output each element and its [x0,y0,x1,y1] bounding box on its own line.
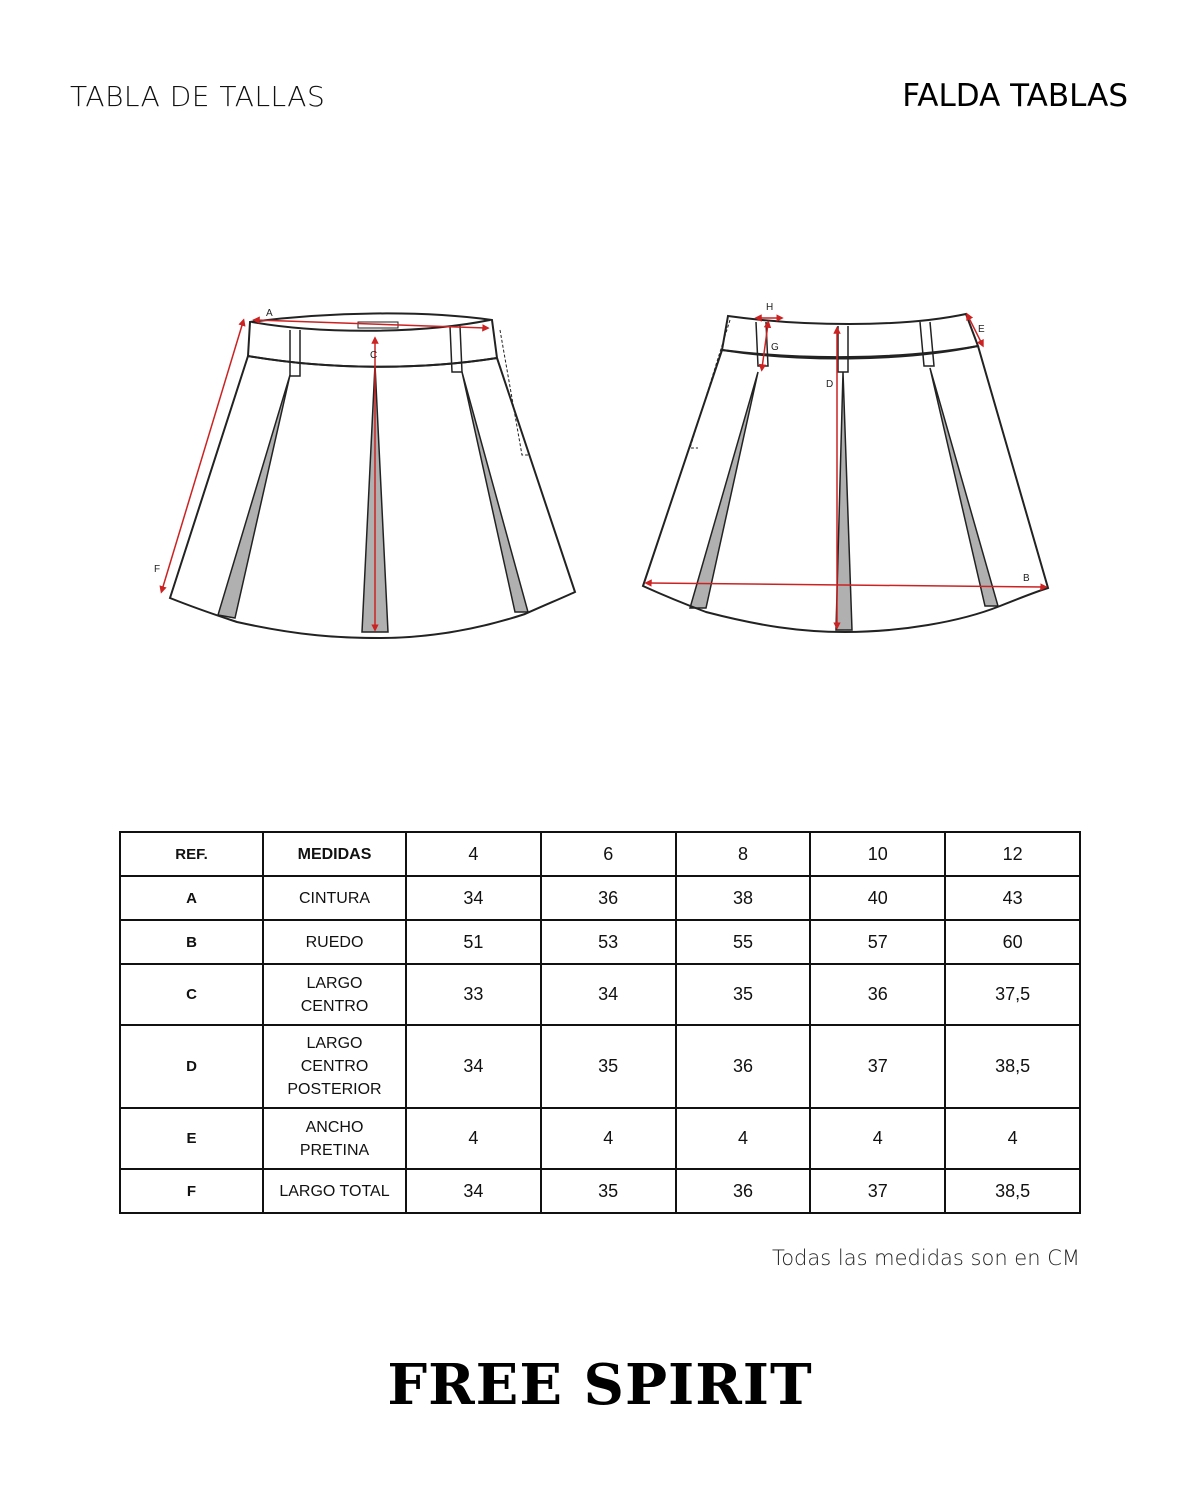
table-row [120,1108,1080,1169]
row-value: 36 [541,876,676,920]
row-measure: LARGO CENTRO [263,964,406,1025]
row-value: 36 [676,1025,811,1108]
row-value: 36 [676,1169,811,1213]
row-value: 53 [541,920,676,964]
row-value: 34 [406,1169,541,1213]
row-value: 37 [810,1169,945,1213]
row-value: 35 [541,1025,676,1108]
row-value: 43 [945,876,1080,920]
row-ref: B [120,920,263,964]
header-size: 10 [810,832,945,876]
row-value: 38,5 [945,1169,1080,1213]
row-value: 60 [945,920,1080,964]
page-title-left: TABLA DE TALLAS [70,80,326,113]
row-measure: ANCHO PRETINA [263,1108,406,1169]
row-ref: E [120,1108,263,1169]
row-value: 34 [406,1025,541,1108]
row-value: 4 [810,1108,945,1169]
table-row [120,964,1080,1025]
table-header-row [120,832,1080,876]
row-value: 37 [810,1025,945,1108]
label-e: E [978,324,985,335]
back-pleat-right [930,368,998,606]
label-d: D [826,379,834,390]
row-value: 38 [676,876,811,920]
row-value: 55 [676,920,811,964]
header-medidas: MEDIDAS [263,832,406,876]
row-value: 35 [676,964,811,1025]
row-measure: LARGO TOTAL [263,1169,406,1213]
row-ref: D [120,1025,263,1108]
header-size: 4 [406,832,541,876]
label-c: C [370,350,378,361]
label-f: F [154,564,161,575]
row-value: 4 [406,1108,541,1169]
row-value: 4 [945,1108,1080,1169]
back-waistband [722,314,978,357]
label-h: H [766,302,774,313]
back-pleat-left [690,372,758,608]
row-value: 37,5 [945,964,1080,1025]
header-ref: REF. [120,832,263,876]
row-value: 38,5 [945,1025,1080,1108]
table-row [120,920,1080,964]
row-value: 34 [406,876,541,920]
header-size: 8 [676,832,811,876]
row-value: 4 [676,1108,811,1169]
row-ref: C [120,964,263,1025]
units-note: Todas las medidas son en CM [771,1246,1080,1270]
row-value: 4 [541,1108,676,1169]
label-a: A [266,308,273,319]
row-ref: A [120,876,263,920]
row-value: 35 [541,1169,676,1213]
table-row [120,1169,1080,1213]
front-pleat-right [462,372,528,612]
row-value: 36 [810,964,945,1025]
row-value: 33 [406,964,541,1025]
row-measure: CINTURA [263,876,406,920]
header-size: 6 [541,832,676,876]
row-measure: RUEDO [263,920,406,964]
row-ref: F [120,1169,263,1213]
header-size: 12 [945,832,1080,876]
label-b: B [1023,573,1030,584]
front-pleat-left [218,375,290,618]
table-row [120,1025,1080,1108]
row-value: 40 [810,876,945,920]
row-value: 57 [810,920,945,964]
row-value: 51 [406,920,541,964]
row-measure: LARGO CENTRO POSTERIOR [263,1025,406,1108]
size-table [119,831,1081,1214]
label-g: G [771,342,779,353]
skirt-diagram [0,290,1200,660]
product-title: FALDA TABLAS [902,78,1128,114]
front-zipper [500,330,530,455]
table-row [120,876,1080,920]
row-value: 34 [541,964,676,1025]
brand-logo: FREE SPIRIT [387,1352,813,1418]
back-pleat-center [836,372,852,630]
